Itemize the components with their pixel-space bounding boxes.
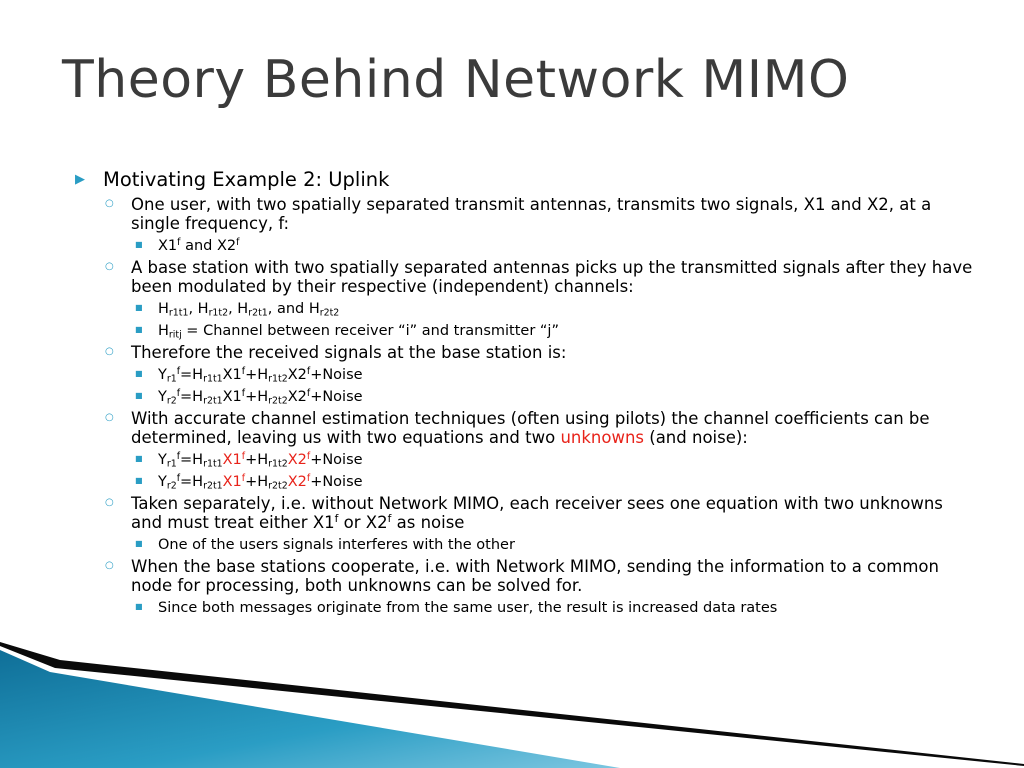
text: X2 [287,367,307,383]
sub: r2t1 [203,480,223,492]
equation-1-highlighted [75,451,975,469]
text: Y [158,389,167,405]
sub: r1t1 [168,307,189,319]
p3-text: Therefore the received signals at the base station is: [131,343,567,362]
bullet-heading [75,168,975,192]
sup: f [241,472,246,484]
sup: f [334,512,339,526]
sup: f [177,236,181,248]
sup: f [236,236,240,248]
text: +H [245,389,269,405]
sup: f [176,387,181,399]
sup: f [241,365,246,377]
unknown-x2: X2 [287,474,307,490]
sub: r2t1 [248,307,268,319]
sup: f [306,472,311,484]
p6-sub-text: Since both messages originate from the same user, the result is increased data rates [158,600,778,616]
heading-text: Motivating Example 2: Uplink [103,168,390,191]
sub: r2t2 [268,395,288,407]
sub: r2 [166,480,177,492]
text: X1 [222,389,242,405]
signal-x2: and X2 [185,238,237,254]
sup: f [176,365,181,377]
text: +Noise [310,367,363,383]
bullet-p2 [75,258,975,296]
text: = Channel between receiver “i” and transmitter “j” [181,323,559,339]
text: X2 [287,389,307,405]
text: +Noise [310,389,363,405]
text: H [158,301,169,317]
circle-bullet-icon: ○ [105,560,114,571]
equation-1 [75,366,975,384]
p6-text: When the base stations cooperate, i.e. with Network MIMO, sending the information to a common node for processing, both unknowns can be solved for. [131,557,939,595]
unknown-x2: X2 [287,452,307,468]
sup: f [241,450,246,462]
bullet-p2-definition [75,322,975,340]
sup: f [387,512,392,526]
square-bullet-icon: ■ [135,369,143,378]
sub: r2t1 [203,395,223,407]
unknown-x1: X1 [222,452,242,468]
sub: r1t2 [268,373,288,385]
triangle-bullet-icon: ▶ [75,172,85,187]
text: =H [180,474,204,490]
signal-x1: X1 [158,238,178,254]
p4-text-end: (and noise): [644,428,748,447]
sub: ritj [168,329,182,341]
square-bullet-icon: ■ [135,539,143,548]
p1-text: One user, with two spatially separated transmit antennas, transmits two signals, X1 and X2, at a single frequency, f: [131,195,932,233]
unknown-x1: X1 [222,474,242,490]
bullet-p6 [75,557,975,595]
circle-bullet-icon: ○ [105,346,114,357]
text: +H [245,367,269,383]
bullet-p1 [75,195,975,233]
slide-title: Theory Behind Network MIMO [62,50,850,110]
p5-sub-text: One of the users signals interferes with the other [158,537,515,553]
text: +Noise [310,452,363,468]
text: =H [180,367,204,383]
text: , H [188,301,209,317]
square-bullet-icon: ■ [135,476,143,485]
text: , and H [267,301,320,317]
equation-2 [75,388,975,406]
text: +Noise [310,474,363,490]
square-bullet-icon: ■ [135,602,143,611]
bullet-p4 [75,409,975,447]
bullet-p3 [75,343,975,362]
bullet-p1-sub [75,237,975,255]
text: H [158,323,169,339]
text: Y [158,367,167,383]
equation-2-highlighted [75,473,975,491]
p2-text: A base station with two spatially separated antennas picks up the transmitted signals after they have been modulated by their respective (independent) channels: [131,258,973,296]
p5-text: Taken separately, i.e. without Network MIMO, each receiver sees one equation with two unknowns and must treat either X1 [131,494,943,532]
unknowns-highlight: unknowns [560,428,645,447]
square-bullet-icon: ■ [135,325,143,334]
slide-body [75,168,975,617]
circle-bullet-icon: ○ [105,497,114,508]
p5-text-end: as noise [391,513,465,532]
sup: f [241,387,246,399]
square-bullet-icon: ■ [135,391,143,400]
circle-bullet-icon: ○ [105,261,114,272]
bullet-p5 [75,494,975,532]
text: +H [245,474,269,490]
circle-bullet-icon: ○ [105,198,114,209]
text: X1 [222,367,242,383]
sup: f [306,387,311,399]
bullet-p6-sub [75,599,975,617]
square-bullet-icon: ■ [135,454,143,463]
sup: f [176,450,181,462]
bullet-p5-sub [75,536,975,554]
text: , H [228,301,249,317]
square-bullet-icon: ■ [135,303,143,312]
text: =H [180,452,204,468]
text: Y [158,452,167,468]
sub: r2t2 [268,480,288,492]
sub: r1 [166,458,177,470]
sub: r1t2 [208,307,229,319]
text: Y [158,474,167,490]
square-bullet-icon: ■ [135,240,143,249]
sup: f [176,472,181,484]
text: +H [245,452,269,468]
sub: r1 [166,373,177,385]
decorative-swoosh [0,640,1024,768]
p5-text-mid: or X2 [338,513,388,532]
sub: r1t1 [203,373,223,385]
sub: r1t1 [203,458,223,470]
sup: f [306,365,311,377]
sub: r2t2 [319,307,340,319]
text: =H [180,389,204,405]
p4-text: With accurate channel estimation techniques (often using pilots) the channel coefficients can be determined, leaving us with two equations and two [131,409,930,447]
sub: r1t2 [268,458,288,470]
sup: f [306,450,311,462]
sub: r2 [166,395,177,407]
bullet-p2-channels [75,300,975,318]
circle-bullet-icon: ○ [105,412,114,423]
